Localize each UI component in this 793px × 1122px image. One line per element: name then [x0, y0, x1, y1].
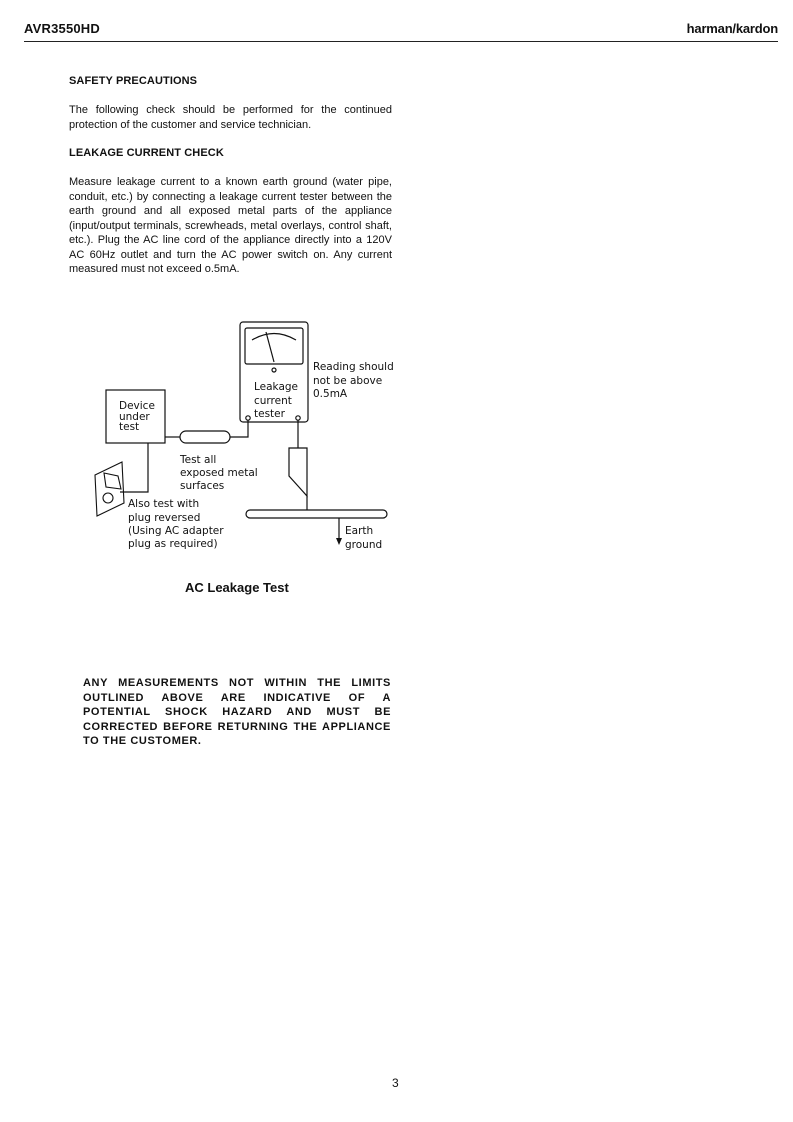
leakage-paragraph: Measure leakage current to a known earth ground (water pipe, conduit, etc.) by connecting a leakage current tester between the earth ground and all exposed metal parts of the appliance (input/output terminals, screwheads, metal overlays, control shaft, etc.). Plug the AC line cord of the appliance directly into a 120V AC 60Hz outlet and turn the AC power switch on. Any current measured must not exceed o.5mA. [69, 176, 392, 275]
wall-outlet [95, 462, 124, 516]
test-all-label-1: Test all [180, 454, 217, 466]
diagram-caption: AC Leakage Test [185, 580, 289, 595]
model-number: AVR3550HD [24, 21, 100, 36]
plug-label-1: Also test with [128, 498, 200, 510]
earth-ground [246, 420, 387, 540]
device-label-1: Device [119, 400, 155, 412]
leakage-heading: LEAKAGE CURRENT CHECK [69, 147, 224, 159]
brand-logo: harman/kardon [686, 21, 778, 36]
page-number: 3 [392, 1076, 399, 1090]
warning-notice: ANY MEASUREMENTS NOT WITHIN THE LIMITS OUTLINED ABOVE ARE INDICATIVE OF A POTENTIAL SHOCK HAZARD AND MUST BE CORRECTED BEFORE RETURNING THE APPLIANCE TO THE CUSTOMER. [83, 677, 391, 748]
tester-label-1: Leakage [254, 381, 299, 393]
test-all-label-2: exposed metal [180, 467, 258, 479]
plug-label-3: (Using AC adapter [128, 525, 224, 537]
earth-label-2: ground [345, 539, 383, 551]
safety-heading: SAFETY PRECAUTIONS [69, 75, 198, 87]
safety-paragraph: The following check should be performed for the continued protection of the customer and service technician. [69, 104, 392, 131]
tester-label-2: current [254, 395, 292, 407]
ground-arrow-icon [336, 538, 342, 545]
tester-label-3: tester [254, 408, 285, 420]
device-label-3: test [119, 421, 140, 433]
reading-label-1: Reading should [313, 361, 394, 373]
plug-label-4: plug as required) [128, 538, 218, 550]
reading-label-3: 0.5mA [313, 388, 348, 400]
device-label-2: under [119, 411, 150, 423]
reading-label-2: not be above [313, 375, 383, 387]
plug-label-2: plug reversed [128, 512, 201, 524]
leakage-tester [240, 322, 308, 422]
earth-label-1: Earth [345, 525, 374, 537]
test-all-label-3: surfaces [180, 480, 225, 492]
